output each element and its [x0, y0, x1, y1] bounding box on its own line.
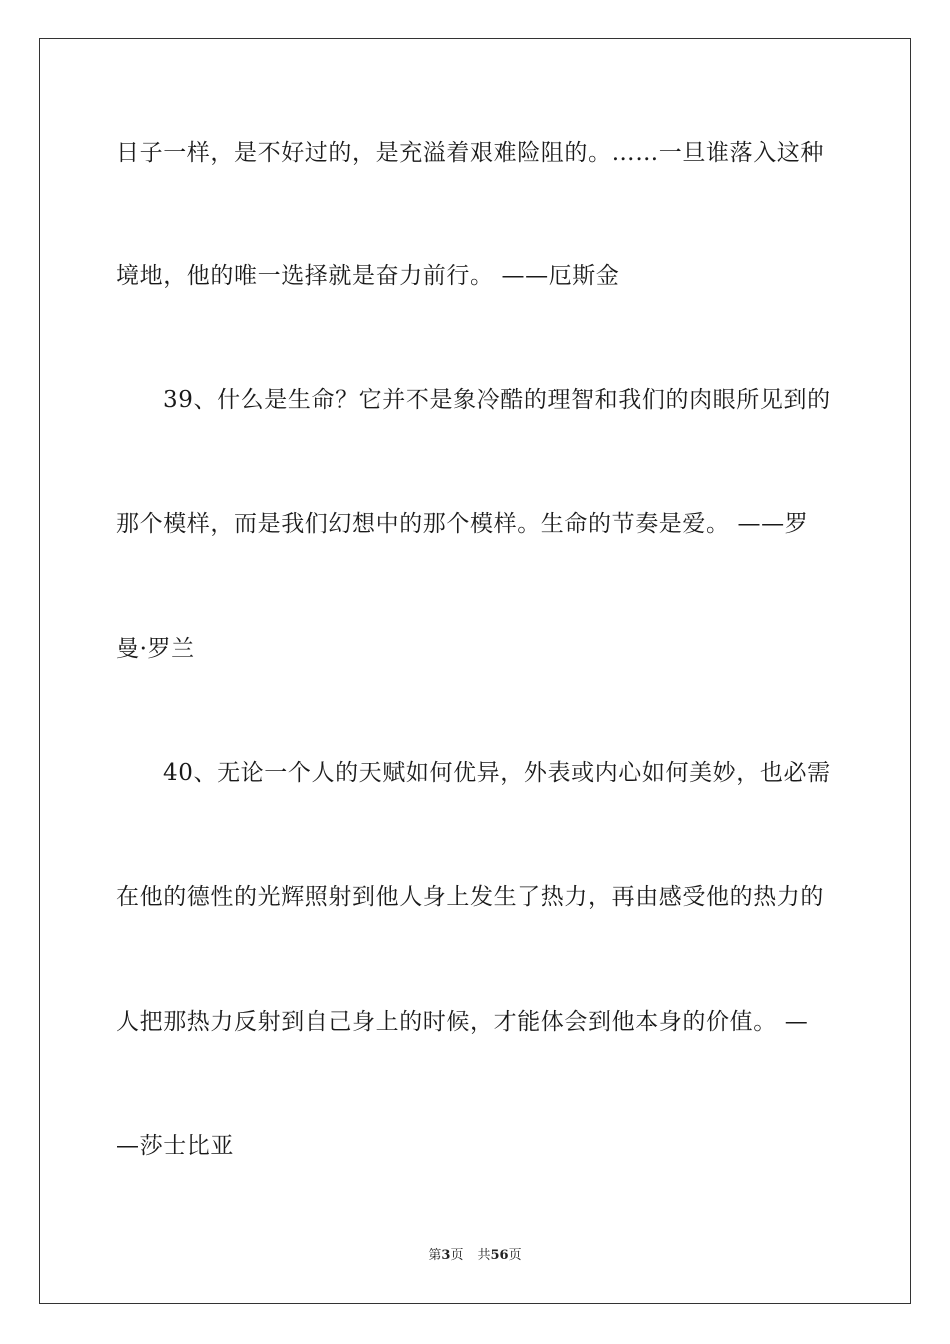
text-line-8: 人把那热力反射到自己身上的时候，才能体会到他本身的价值。 — [116, 1009, 809, 1035]
total-suffix: 页 [508, 1248, 522, 1263]
text-line-5: 曼·罗兰 [116, 636, 195, 662]
text-line-2: 境地，他的唯一选择就是奋力前行。 ——厄斯金 [116, 263, 620, 289]
page-prefix: 第 [428, 1248, 442, 1263]
page-border [39, 38, 911, 1304]
total-pages: 56 [490, 1248, 509, 1263]
page-suffix: 页 [450, 1248, 464, 1263]
total-prefix: 共 [477, 1248, 491, 1263]
text-line-1: 日子一样，是不好过的，是充溢着艰难险阻的。……一旦谁落入这种 [116, 140, 824, 166]
text-line-6: 40、无论一个人的天赋如何优异，外表或内心如何美妙，也必需 [163, 760, 831, 786]
text-line-3: 39、什么是生命？它并不是象冷酷的理智和我们的肉眼所见到的 [163, 387, 831, 413]
text-line-4: 那个模样，而是我们幻想中的那个模样。生命的节奏是爱。 ——罗 [116, 511, 809, 537]
text-line-7: 在他的德性的光辉照射到他人身上发生了热力，再由感受他的热力的 [116, 884, 824, 910]
page-footer [0, 1247, 950, 1265]
page-number: 3 [441, 1248, 451, 1263]
text-line-9: —莎士比亚 [116, 1133, 234, 1159]
